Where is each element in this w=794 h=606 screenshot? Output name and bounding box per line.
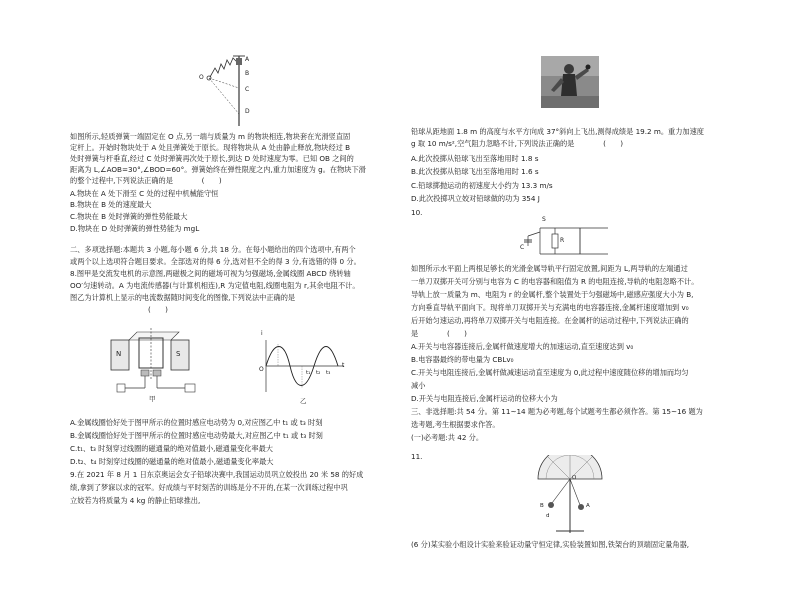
- q8-line-2: 图乙为计算机上显示的电流数据随时间变化的图像,下列说法中正确的是: [70, 293, 296, 302]
- protractor-label-a: A: [586, 503, 590, 509]
- q7-line-0: 如图所示,轻质弹簧一端固定在 O 点,另一端与质量为 m 的物块相连,物块套在光滑竖直固: [70, 132, 351, 141]
- circuit-label-s: S: [542, 216, 546, 223]
- q8-option-d: D.t₂、t₄ 时刻穿过线圈的磁通量的绝对值最小,磁通量变化率最大: [70, 457, 274, 466]
- generator-figure: [95, 318, 215, 402]
- magnet-s-label: S: [176, 350, 181, 358]
- protractor-label-b: B: [540, 503, 544, 509]
- q7-option-c: C.物块在 B 处时弹簧的弹性势能最大: [70, 212, 188, 221]
- q8-option-c: C.t₁、t₃ 时刻穿过线圈的磁通量的绝对值最小,磁通量变化率最大: [70, 444, 273, 453]
- graph-origin: O: [259, 366, 264, 373]
- q10-line-4: 后开始匀速运动,再将单刀双掷开关与电阻连接。在金属杆的运动过程中,下列说法正确的: [411, 316, 689, 325]
- spring-label-c: C: [245, 86, 250, 93]
- circuit-label-c: C: [520, 244, 525, 251]
- q7-option-b: B.物块在 B 处的速度最大: [70, 200, 152, 209]
- q10-option-a: A.开关与电容器连接后,金属杆做速度增大的加速运动,直至速度达到 v₀: [411, 342, 634, 351]
- graph-axis-t: t: [342, 362, 345, 369]
- spring-label-b: B: [245, 70, 250, 77]
- q9-line-2: 立姣若为将质量为 4 kg 的静止铅球推出,: [70, 496, 201, 505]
- q10-line-0: 如图所示水平面上两根足够长的光滑金属导轨平行固定放置,间距为 L,两导轨的左端通过: [411, 264, 688, 273]
- shot-put-photo: [541, 56, 599, 112]
- graph-t2: t₂: [316, 370, 321, 376]
- section2-line-0: 二、多项选择题:本题共 3 小题,每小题 6 分,共 18 分。在每小题给出的四个选项中,有两个: [70, 245, 356, 254]
- q7-line-2: 处时弹簧与杆垂直,经过 C 处时弹簧再次处于原长,到达 D 处时速度为零。已知 OB 之间的: [70, 154, 354, 163]
- circuit-label-r: R: [560, 237, 565, 244]
- section3-line-1: 选考题,考生根据要求作答。: [411, 420, 500, 429]
- q10-line-5: 是 ( ): [411, 329, 467, 338]
- q10-option-b: B.电容器最终的带电量为 CBLv₀: [411, 355, 514, 364]
- q10-line-1: 一单刀双掷开关可分别与电容为 C 的电容器和阻值为 R 的电阻连接,导轨的电阻忽略不计。: [411, 277, 699, 286]
- q7-option-a: A.物块在 A 处下滑至 C 处的过程中机械能守恒: [70, 189, 219, 198]
- protractor-label-d: d: [546, 513, 550, 519]
- q10-line-2: 导轨上放一质量为 m、电阻为 r 的金属杆,整个装置处于匀强磁场中,磁感应强度大小为 B,: [411, 290, 694, 299]
- protractor-label-o: O: [572, 475, 577, 481]
- magnet-n-label: N: [116, 350, 122, 358]
- q9-option-c: C.铅球掷抛运动的初速度大小约为 13.3 m/s: [411, 181, 553, 190]
- q7-line-4: 的整个过程中,下列说法正确的是 ( ): [70, 176, 222, 185]
- figure-yi-caption: 乙: [300, 397, 307, 405]
- graph-t3: t₃: [326, 370, 331, 376]
- q8-option-a: A.金属线圈恰好处于图甲所示的位置时感应电动势为 0,对应图乙中 t₁ 或 t₃ 时刻: [70, 418, 323, 427]
- section3-line-2: (一)必考题:共 42 分。: [411, 433, 484, 442]
- figure-jia-caption: 甲: [149, 395, 156, 403]
- q9-option-b: B.此次投掷从铅球飞出至落地用时 1.6 s: [411, 167, 539, 176]
- q8-option-b: B.金属线圈恰好处于图甲所示的位置时感应电动势最大,对应图乙中 t₁ 或 t₃ 时刻: [70, 431, 323, 440]
- q8-line-1: OO′匀速转动。A 为电流传感器(与计算机相连),R 为定值电阻,线圈电阻为 r,其余电阻不计。: [70, 281, 360, 290]
- q10-option-c-cont: 减小: [411, 381, 426, 390]
- q9-line-0: 9.在 2021 年 8 月 1 日东京奥运会女子铅球决赛中,我国运动员巩立姣投出 20 米 58 的好成: [70, 470, 364, 479]
- q11-number: 11.: [411, 452, 423, 461]
- current-graph-figure: [258, 330, 348, 405]
- q7-line-1: 定杆上。开始时物块处于 A 处且弹簧处于原长。现将物块从 A 处由静止释放,物块经过 B: [70, 143, 351, 152]
- q10-option-c: C.开关与电阻连接后,金属杆做减速运动直至速度为 0,此过程中速度随位移的增加而均匀: [411, 368, 689, 377]
- spring-label-o: O: [199, 74, 204, 81]
- spring-label-a: A: [245, 56, 250, 63]
- q10-line-3: 方向垂直导轨平面向下。现将单刀双掷开关与充满电的电容器连接,金属杆速度增加到 v₀: [411, 303, 689, 312]
- section2-line-1: 或两个以上选项符合题目要求。全部选对的得 6 分,选对但不全的得 3 分,有选错的得 0 分。: [70, 257, 361, 266]
- q8-answer-bracket: ( ): [148, 305, 168, 314]
- q7-line-3: 距离为 L,∠AOB=30°,∠BOD=60°。弹簧始终在弹性限度之内,重力加速度为 g。在物块下滑: [70, 165, 366, 174]
- q10-option-d: D.开关与电阻连接后,金属杆运动的位移大小为: [411, 394, 558, 403]
- q11-line-0: (6 分)某实验小组设计实验来验证动量守恒定律,实验装置如图,铁架台的顶端固定量角器,: [411, 540, 690, 549]
- graph-axis-i: i: [261, 330, 263, 337]
- protractor-figure: [530, 455, 610, 539]
- q9-line-1: 绩,拿到了梦寐以求的冠军。好成绩与平时刻苦的训练是分不开的,在某一次训练过程中巩: [70, 483, 348, 492]
- q9-cont-line-1: g 取 10 m/s²,空气阻力忽略不计,下列说法正确的是 ( ): [411, 139, 624, 148]
- q8-line-0: 8.图甲是交流发电机的示意图,两磁极之间的磁场可视为匀强磁场,金属线圈 ABCD 绕转轴: [70, 269, 351, 278]
- circuit-figure: [520, 216, 610, 264]
- q9-cont-line-0: 铅球从距地面 1.8 m 的高度与水平方向成 37°斜向上飞出,测得成绩是 19.2 m。重力加速度: [411, 127, 704, 136]
- q9-option-d: D.此次投掷巩立姣对铅球做的功为 354 J: [411, 194, 540, 203]
- graph-t1: t₁: [306, 370, 311, 376]
- section3-line-0: 三、非选择题:共 54 分。第 11~14 题为必考题,每个试题考生都必须作答。第 15~16 题为: [411, 407, 703, 416]
- spring-label-d: D: [245, 108, 250, 115]
- q7-option-d: D.物块在 D 处时弹簧的弹性势能为 mgL: [70, 224, 200, 233]
- q10-number: 10.: [411, 208, 423, 217]
- q9-option-a: A.此次投掷从铅球飞出至落地用时 1.8 s: [411, 154, 539, 163]
- spring-block-figure: [195, 54, 265, 132]
